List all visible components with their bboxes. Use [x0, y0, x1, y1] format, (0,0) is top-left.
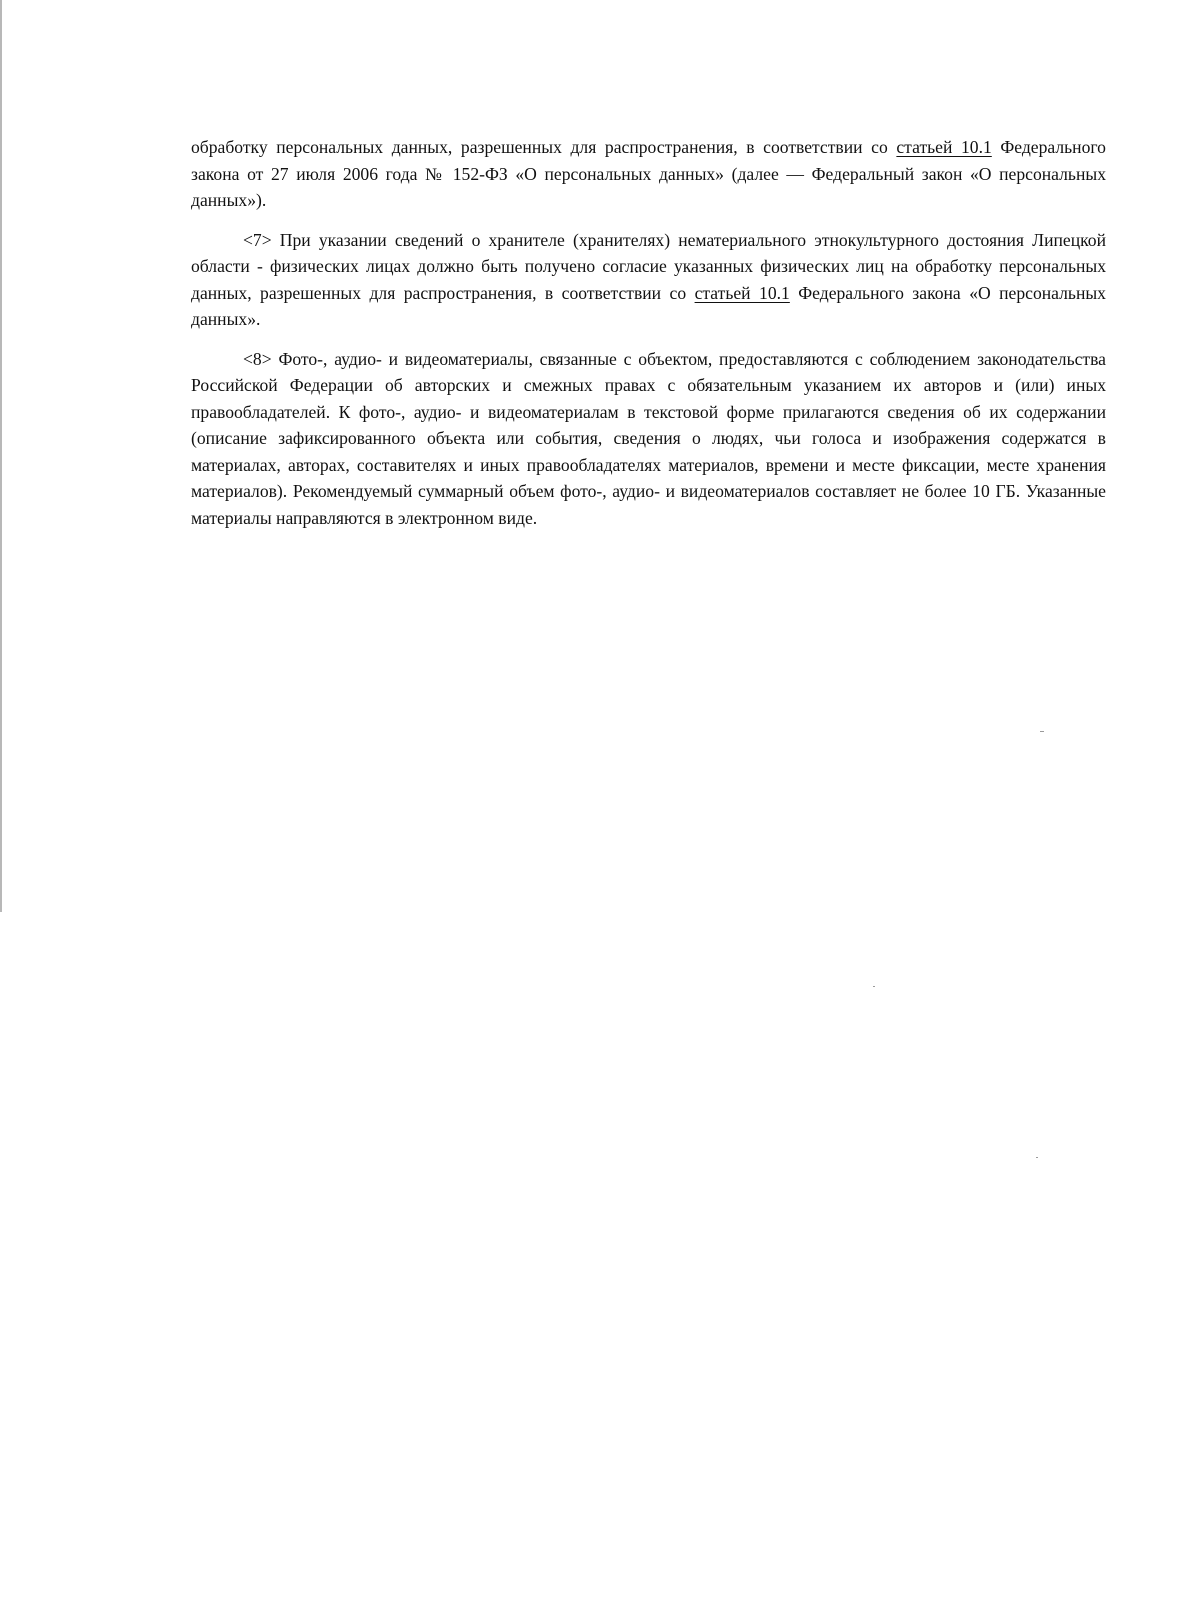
scan-speck: [873, 986, 875, 987]
paragraph-1-text-after: Федерального закона от 27 июля 2006 года № 152-ФЗ «О персональных данных» (далее — Федеральный закон «О персональных данных»).: [191, 137, 1106, 210]
paragraph-1-text: обработку персональных данных, разрешенных для распространения, в соответствии со: [191, 137, 897, 157]
scan-edge: [0, 0, 2, 912]
footnote-7-text-after: Федерального закона «О персональных данных».: [191, 282, 1106, 329]
paragraph-continuation: [191, 134, 1106, 214]
footnote-8: [191, 346, 1106, 532]
footnote-8-text: <8> Фото-, аудио- и видеоматериалы, связанные с объектом, предоставляются с соблюдением законодательства Российской Федерации об авторских и смежных правах с обязательным указанием их авторов и (или) иных правообладателей. К фото-, аудио- и видеоматериалам в текстовой форме прилагаются сведения об их содержании (описание зафиксированного объекта или события, сведения о людях, чьи голоса и изображения содержатся в материалах, авторах, составителях и иных правообладателях материалов, времени и месте фиксации, месте хранения материалов). Рекомендуемый суммарный объем фото-, аудио- и видеоматериалов составляет не более 10 ГБ. Указанные материалы направляются в электронном виде.: [191, 348, 1106, 528]
footnote-7: [191, 227, 1106, 333]
law-article-link[interactable]: статьей 10.1: [694, 282, 790, 303]
law-article-link[interactable]: статьей 10.1: [896, 137, 992, 157]
footnote-7-text: <7> При указании сведений о хранителе (хранителях) нематериального этнокультурного достояния Липецкой области - физических лицах должно быть получено согласие указанных физических лиц на обработку персональных данных, разрешенных для распространения, в соответствии со: [191, 229, 1106, 303]
document-body: [191, 134, 1106, 531]
scan-speck: [1036, 1157, 1038, 1158]
scan-speck: [1040, 731, 1044, 732]
